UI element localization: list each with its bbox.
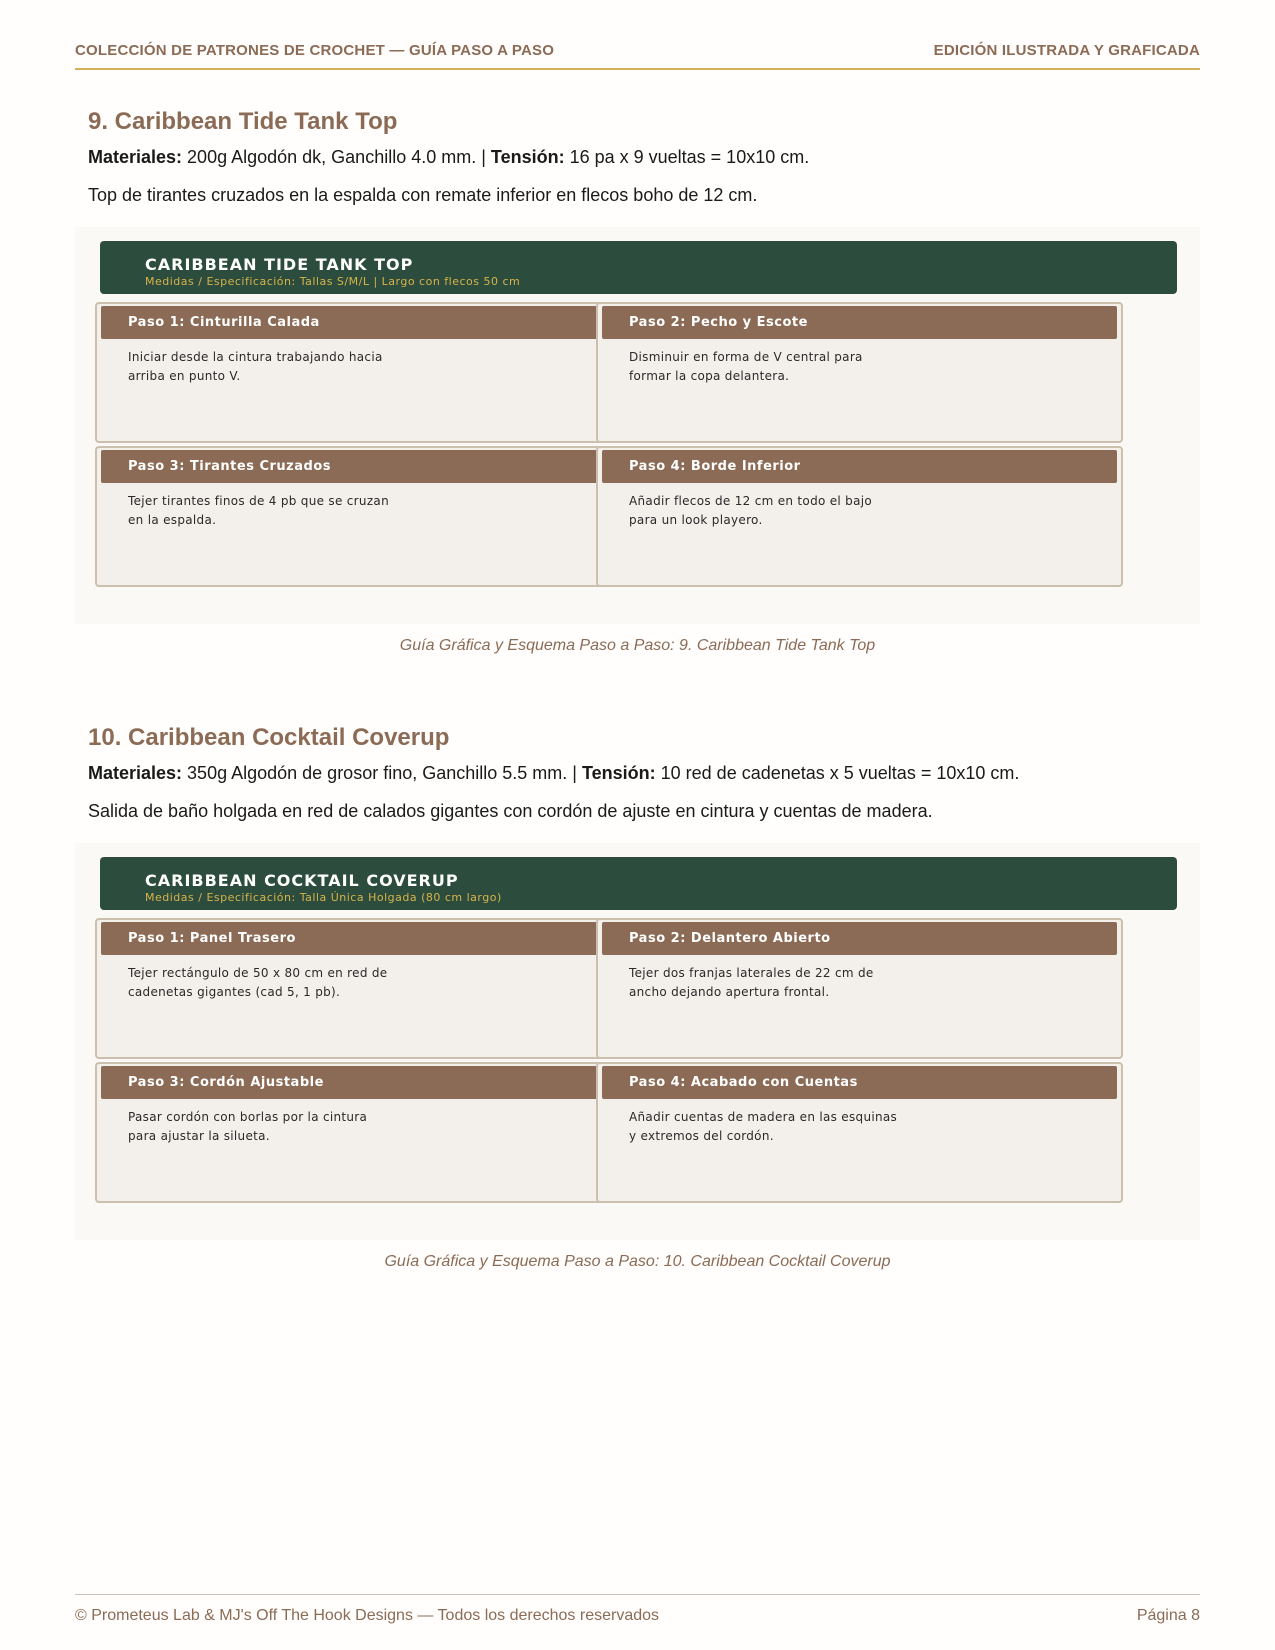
tension-value: 10 red de cadenetas x 5 vueltas = 10x10 cm. (655, 763, 1020, 783)
step-text: Disminuir en forma de V central para formar la copa delantera. (629, 350, 863, 383)
step-title: Paso 4: Acabado con Cuentas (629, 1075, 858, 1090)
header-collection-title: COLECCIÓN DE PATRONES DE CROCHET — GUÍA PASO A PASO (75, 42, 555, 59)
step-text: Tejer dos franjas laterales de 22 cm de ancho dejando apertura frontal. (629, 966, 874, 999)
figure-caption: Guía Gráfica y Esquema Paso a Paso: 9. Caribbean Tide Tank Top (399, 637, 876, 654)
step-title: Paso 3: Cordón Ajustable (128, 1075, 324, 1090)
copyright-text: © Prometeus Lab & MJ's Off The Hook Designs — Todos los derechos reservados (75, 1607, 660, 1624)
step-title: Paso 3: Tirantes Cruzados (128, 459, 331, 474)
step-text: Pasar cordón con borlas por la cintura para ajustar la silueta. (128, 1110, 368, 1143)
figure-caption: Guía Gráfica y Esquema Paso a Paso: 10. Caribbean Cocktail Coverup (384, 1253, 891, 1270)
step-title: Paso 2: Delantero Abierto (629, 931, 831, 946)
header-edition: EDICIÓN ILUSTRADA Y GRAFICADA (933, 42, 1200, 59)
materials-label: Materiales: (88, 763, 183, 783)
pattern-title: 10. Caribbean Cocktail Coverup (88, 724, 450, 751)
step-header (602, 922, 1117, 955)
step-title: Paso 1: Panel Trasero (128, 931, 296, 946)
materials-value: 350g Algodón de grosor fino, Ganchillo 5.5 mm. | (182, 763, 582, 783)
banner-subtitle: Medidas / Especificación: Tallas S/M/L | Largo con flecos 50 cm (145, 275, 521, 288)
step-text: Tejer tirantes finos de 4 pb que se cruzan en la espalda. (128, 494, 389, 527)
step-header (101, 922, 616, 955)
page-header (75, 42, 1200, 70)
step-text: Añadir cuentas de madera en las esquinas y extremos del cordón. (629, 1110, 898, 1143)
banner-title: CARIBBEAN TIDE TANK TOP (145, 255, 414, 274)
step-text: Tejer rectángulo de 50 x 80 cm en red de cadenetas gigantes (cad 5, 1 pb). (128, 966, 388, 999)
step-card (95, 446, 622, 587)
figure-banner (100, 241, 1177, 294)
step-header (602, 450, 1117, 483)
pattern-figure-9 (75, 227, 1200, 624)
step-card (596, 1062, 1123, 1203)
step-card (95, 1062, 622, 1203)
step-text: Iniciar desde la cintura trabajando hacia arriba en punto V. (128, 350, 383, 383)
materials-line (88, 146, 1187, 168)
tension-value: 16 pa x 9 vueltas = 10x10 cm. (564, 147, 810, 167)
step-title: Paso 1: Cinturilla Calada (128, 315, 320, 330)
step-title: Paso 4: Borde Inferior (629, 459, 801, 474)
materials-value: 200g Algodón dk, Ganchillo 4.0 mm. | (182, 147, 491, 167)
materials-line (88, 762, 1187, 784)
step-text: Añadir flecos de 12 cm en todo el bajo para un look playero. (629, 494, 873, 527)
pattern-title: 9. Caribbean Tide Tank Top (88, 108, 398, 135)
banner-title: CARIBBEAN COCKTAIL COVERUP (145, 871, 459, 890)
materials-label: Materiales: (88, 147, 183, 167)
figure-banner (100, 857, 1177, 910)
pattern-section-10 (88, 724, 1187, 840)
step-header (101, 306, 616, 339)
step-card (95, 918, 622, 1059)
page-number: Página 8 (1136, 1607, 1200, 1624)
step-card (596, 918, 1123, 1059)
step-card (596, 302, 1123, 443)
page-footer (75, 1594, 1200, 1625)
pattern-description: Salida de baño holgada en red de calados gigantes con cordón de ajuste en cintura y cuentas de madera. (88, 801, 933, 821)
pattern-figure-10 (75, 843, 1200, 1240)
step-title: Paso 2: Pecho y Escote (629, 315, 808, 330)
tension-label: Tensión: (581, 763, 656, 783)
step-header (602, 1066, 1117, 1099)
step-card (596, 446, 1123, 587)
step-header (101, 1066, 616, 1099)
step-card (95, 302, 622, 443)
banner-subtitle: Medidas / Especificación: Talla Única Holgada (80 cm largo) (145, 891, 502, 904)
tension-label: Tensión: (490, 147, 565, 167)
step-header (101, 450, 616, 483)
step-header (602, 306, 1117, 339)
pattern-section-9 (88, 108, 1187, 224)
pattern-description: Top de tirantes cruzados en la espalda con remate inferior en flecos boho de 12 cm. (88, 185, 758, 205)
